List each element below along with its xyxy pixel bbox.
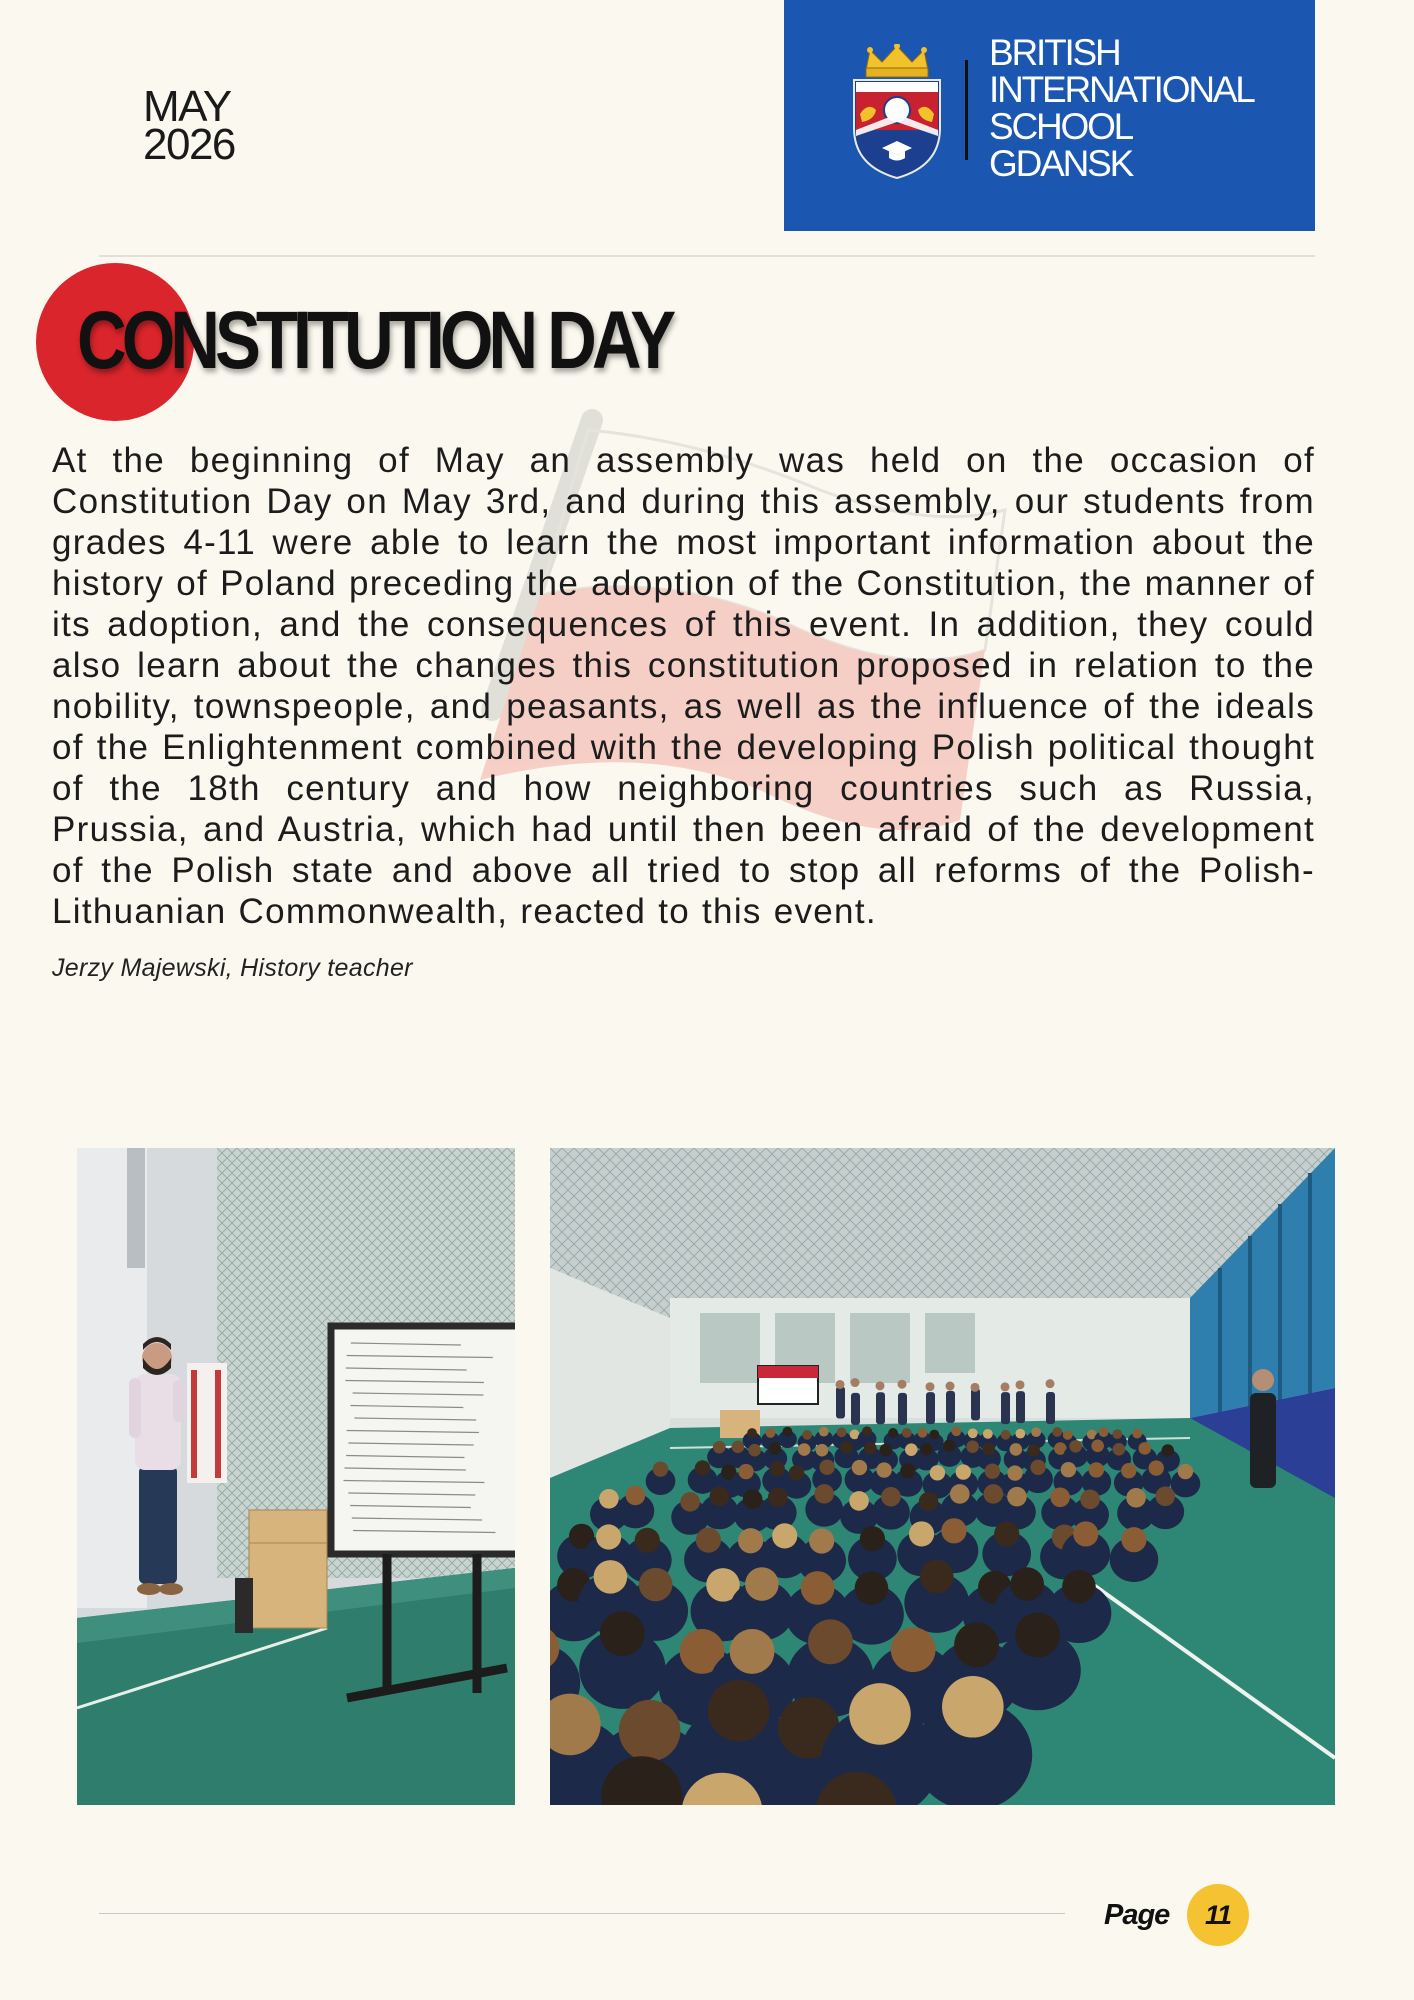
- school-name: [989, 34, 1254, 182]
- school-name-line: INTERNATIONAL: [989, 69, 1254, 110]
- school-name-line: BRITISH: [989, 32, 1120, 73]
- crown-icon: [866, 44, 928, 77]
- issue-date: [143, 82, 235, 169]
- shield-icon: [854, 80, 940, 178]
- page-label: Page: [1104, 1899, 1170, 1931]
- school-name-line: SCHOOL: [989, 106, 1133, 147]
- school-name-line: GDANSK: [989, 143, 1133, 184]
- school-crest-logo: [848, 44, 946, 180]
- page-number: 11: [1204, 1899, 1232, 1930]
- brand-divider: [965, 60, 968, 160]
- page-number-badge: [1187, 1884, 1249, 1946]
- article-body: At the beginning of May an assembly was held on the occasion of Constitution Day on May 3rd, and during this assembly, our students from grades 4-11 were able to learn the most important information about the history of Poland preceding the adoption of the Constitution, the manner of its adoption, and the consequences of this event. In addition, they could also learn about the changes this constitution proposed in relation to the nobility, townspeople, and peasants, as well as the influence of the ideals of the Enlightenment combined with the developing Polish political thought of the 18th century and how neighboring countries such as Russia, Prussia, and Austria, which had until then been afraid of the development of the Polish state and above all tried to stop all reforms of the Polish-Lithuanian Commonwealth, reacted to this event.: [52, 441, 1315, 931]
- photo-student-assembly: [550, 1148, 1335, 1805]
- article-title: CONSTITUTION DAY: [77, 295, 672, 386]
- footer-divider: [99, 1913, 1065, 1914]
- article-author: Jerzy Majewski, History teacher: [52, 954, 413, 982]
- issue-year: 2026: [143, 120, 235, 169]
- whiteboard: [331, 1326, 515, 1554]
- article-section: [52, 440, 1315, 983]
- header-divider: [99, 255, 1315, 257]
- wooden-cabinet: [249, 1510, 327, 1628]
- school-brand-banner: [784, 0, 1315, 231]
- photo-teacher-presenting: [77, 1148, 515, 1805]
- issue-month: MAY: [143, 82, 231, 131]
